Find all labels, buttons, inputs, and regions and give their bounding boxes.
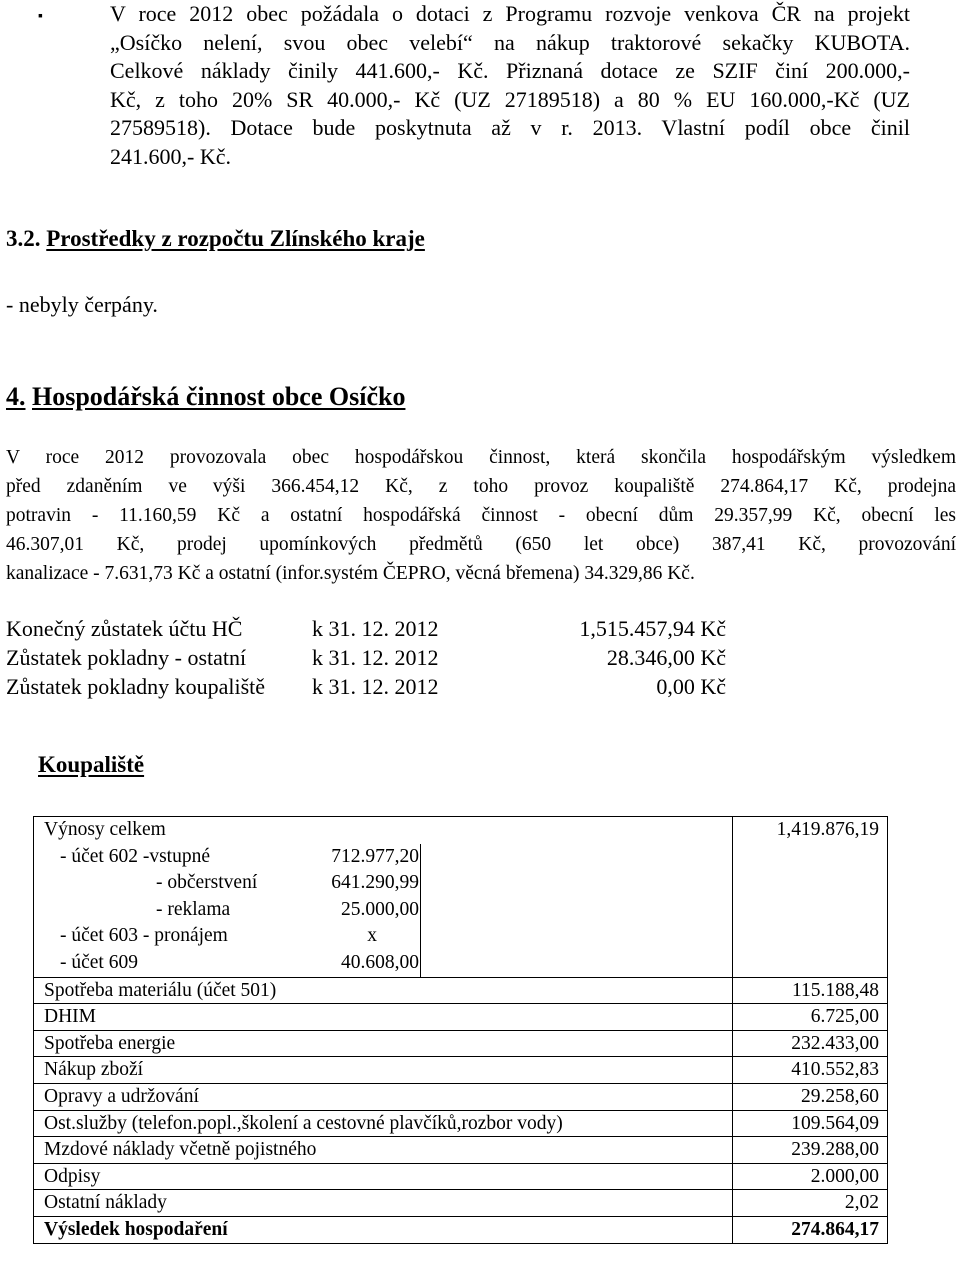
section-number: 3.2. xyxy=(6,226,41,251)
row-label: - reklama xyxy=(156,898,231,920)
table-row xyxy=(34,1084,887,1111)
table-row xyxy=(34,1004,887,1031)
balance-label: Zůstatek pokladny - ostatní xyxy=(6,645,247,670)
grant-paragraph xyxy=(110,0,910,171)
balance-date: k 31. 12. 2012 xyxy=(312,674,439,699)
balance-date: k 31. 12. 2012 xyxy=(312,616,439,641)
column-divider xyxy=(732,1217,733,1243)
balance-row xyxy=(6,643,726,672)
row-value: 712.977,20 xyxy=(331,845,419,867)
row-label: - účet 609 xyxy=(60,951,138,973)
row-value: 2,02 xyxy=(844,1192,879,1214)
column-divider xyxy=(732,1164,733,1190)
table-row xyxy=(34,1164,887,1191)
row-value: 641.290,99 xyxy=(331,872,419,894)
table-subrow xyxy=(34,897,887,924)
business-activity-paragraph xyxy=(6,443,956,588)
koupaliste-heading: Koupaliště xyxy=(38,752,145,777)
balance-value: 28.346,00 Kč xyxy=(606,645,726,670)
balance-date: k 31. 12. 2012 xyxy=(312,645,439,670)
section-4-heading xyxy=(6,382,405,412)
column-divider xyxy=(732,817,733,844)
table-result-row xyxy=(34,1217,887,1244)
row-value: 115.188,48 xyxy=(791,979,879,1001)
paragraph-line: Kč, z toho 20% SR 40.000,- Kč (UZ 27189518) a 80 % EU 160.000,-Kč (UZ xyxy=(110,86,910,112)
balance-row xyxy=(6,672,726,701)
column-divider xyxy=(732,1004,733,1030)
section-number: 4. xyxy=(6,382,26,411)
column-divider xyxy=(732,1190,733,1216)
row-label: DHIM xyxy=(44,1006,96,1028)
row-label: Odpisy xyxy=(44,1165,101,1187)
paragraph-line: kanalizace - 7.631,73 Kč a ostatní (infor.systém ČEPRO, věcná břemena) 34.329,86 Kč. xyxy=(6,563,695,584)
row-label: - účet 602 -vstupné xyxy=(60,845,211,867)
column-divider xyxy=(732,1137,733,1163)
row-label: Nákup zboží xyxy=(44,1059,144,1081)
table-subrow xyxy=(34,923,887,950)
row-value: 1,419.876,19 xyxy=(776,819,879,840)
table-row xyxy=(34,978,887,1005)
result-value: 274.864,17 xyxy=(791,1218,879,1240)
paragraph-line: V roce 2012 obec požádala o dotaci z Programu rozvoje venkova ČR na projekt xyxy=(110,1,910,26)
row-value: 2.000,00 xyxy=(810,1165,879,1187)
row-value: 29.258,60 xyxy=(801,1085,879,1107)
paragraph-line: 27589518). Dotace bude poskytnuta až v r. 2013. Vlastní podíl obce činil xyxy=(110,115,910,140)
balance-label: Zůstatek pokladny koupaliště xyxy=(6,674,266,699)
row-value: 109.564,09 xyxy=(791,1112,879,1134)
balance-value: 1,515.457,94 Kč xyxy=(579,616,726,641)
table-row xyxy=(34,1190,887,1217)
paragraph-line: potravin - 11.160,59 Kč a ostatní hospodářská činnost - obecní dům 29.357,99 Kč, obecní les xyxy=(6,505,956,526)
balances-list xyxy=(6,614,726,701)
section-title: Hospodářská činnost obce Osíčko xyxy=(32,382,406,411)
column-divider xyxy=(732,1057,733,1083)
row-value: 232.433,00 xyxy=(791,1032,879,1054)
row-value: x xyxy=(367,925,377,947)
paragraph-line: před zdaněním ve výši 366.454,12 Kč, z toho provoz koupaliště 274.864,17 Kč, prodejna xyxy=(6,476,956,497)
table-row xyxy=(34,1031,887,1058)
table-subrow xyxy=(34,950,887,977)
table-subrow xyxy=(34,870,887,897)
row-value: 25.000,00 xyxy=(341,898,419,920)
paragraph-line: 241.600,- Kč. xyxy=(110,143,231,169)
row-value: 40.608,00 xyxy=(341,951,419,973)
table-row xyxy=(34,1111,887,1138)
row-value: 410.552,83 xyxy=(791,1059,879,1081)
row-label: - občerstvení xyxy=(156,872,258,894)
paragraph-line: V roce 2012 provozovala obec hospodářskou činnost, která skončila hospodářským výsledkem xyxy=(6,447,956,468)
section-3-2-heading xyxy=(6,226,425,252)
table-row xyxy=(34,1137,887,1164)
row-label: Ost.služby (telefon.popl.,školení a cestovné plavčíků,rozbor vody) xyxy=(44,1112,563,1134)
row-value: 6.725,00 xyxy=(810,1006,879,1028)
row-value: 239.288,00 xyxy=(791,1139,879,1161)
row-label: Opravy a udržování xyxy=(44,1085,199,1107)
balance-value: 0,00 Kč xyxy=(656,674,726,699)
row-label: Mzdové náklady včetně pojistného xyxy=(44,1139,317,1161)
balance-row xyxy=(6,614,726,643)
column-divider xyxy=(732,978,733,1004)
section-title: Prostředky z rozpočtu Zlínského kraje xyxy=(46,226,425,251)
row-label: Spotřeba energie xyxy=(44,1032,176,1054)
row-label: - účet 603 - pronájem xyxy=(60,925,228,947)
column-divider xyxy=(732,1111,733,1137)
paragraph-line: Celkové náklady činily 441.600,- Kč. Přiznaná dotace ze SZIF činí 200.000,- xyxy=(110,58,910,83)
koupaliste-table xyxy=(33,816,888,1244)
row-label: Výnosy celkem xyxy=(44,819,166,840)
row-label: Ostatní náklady xyxy=(44,1192,167,1214)
table-subrow xyxy=(34,844,887,871)
column-divider xyxy=(732,1031,733,1057)
table-row xyxy=(34,817,887,844)
paragraph-line: 46.307,01 Kč, prodej upomínkových předmětů (650 let obce) 387,41 Kč, provozování xyxy=(6,534,956,555)
section-3-2-text: - nebyly čerpány. xyxy=(6,292,158,317)
bullet-icon: ▪ xyxy=(38,9,43,24)
table-row xyxy=(34,1057,887,1084)
revenue-breakdown xyxy=(34,844,887,978)
paragraph-line: „Osíčko nelení, svou obec velebí“ na nákup traktorové sekačky KUBOTA. xyxy=(110,29,910,55)
row-label: Spotřeba materiálu (účet 501) xyxy=(44,979,277,1001)
balance-label: Konečný zůstatek účtu HČ xyxy=(6,616,243,641)
column-divider xyxy=(732,1084,733,1110)
result-label: Výsledek hospodaření xyxy=(44,1218,228,1240)
